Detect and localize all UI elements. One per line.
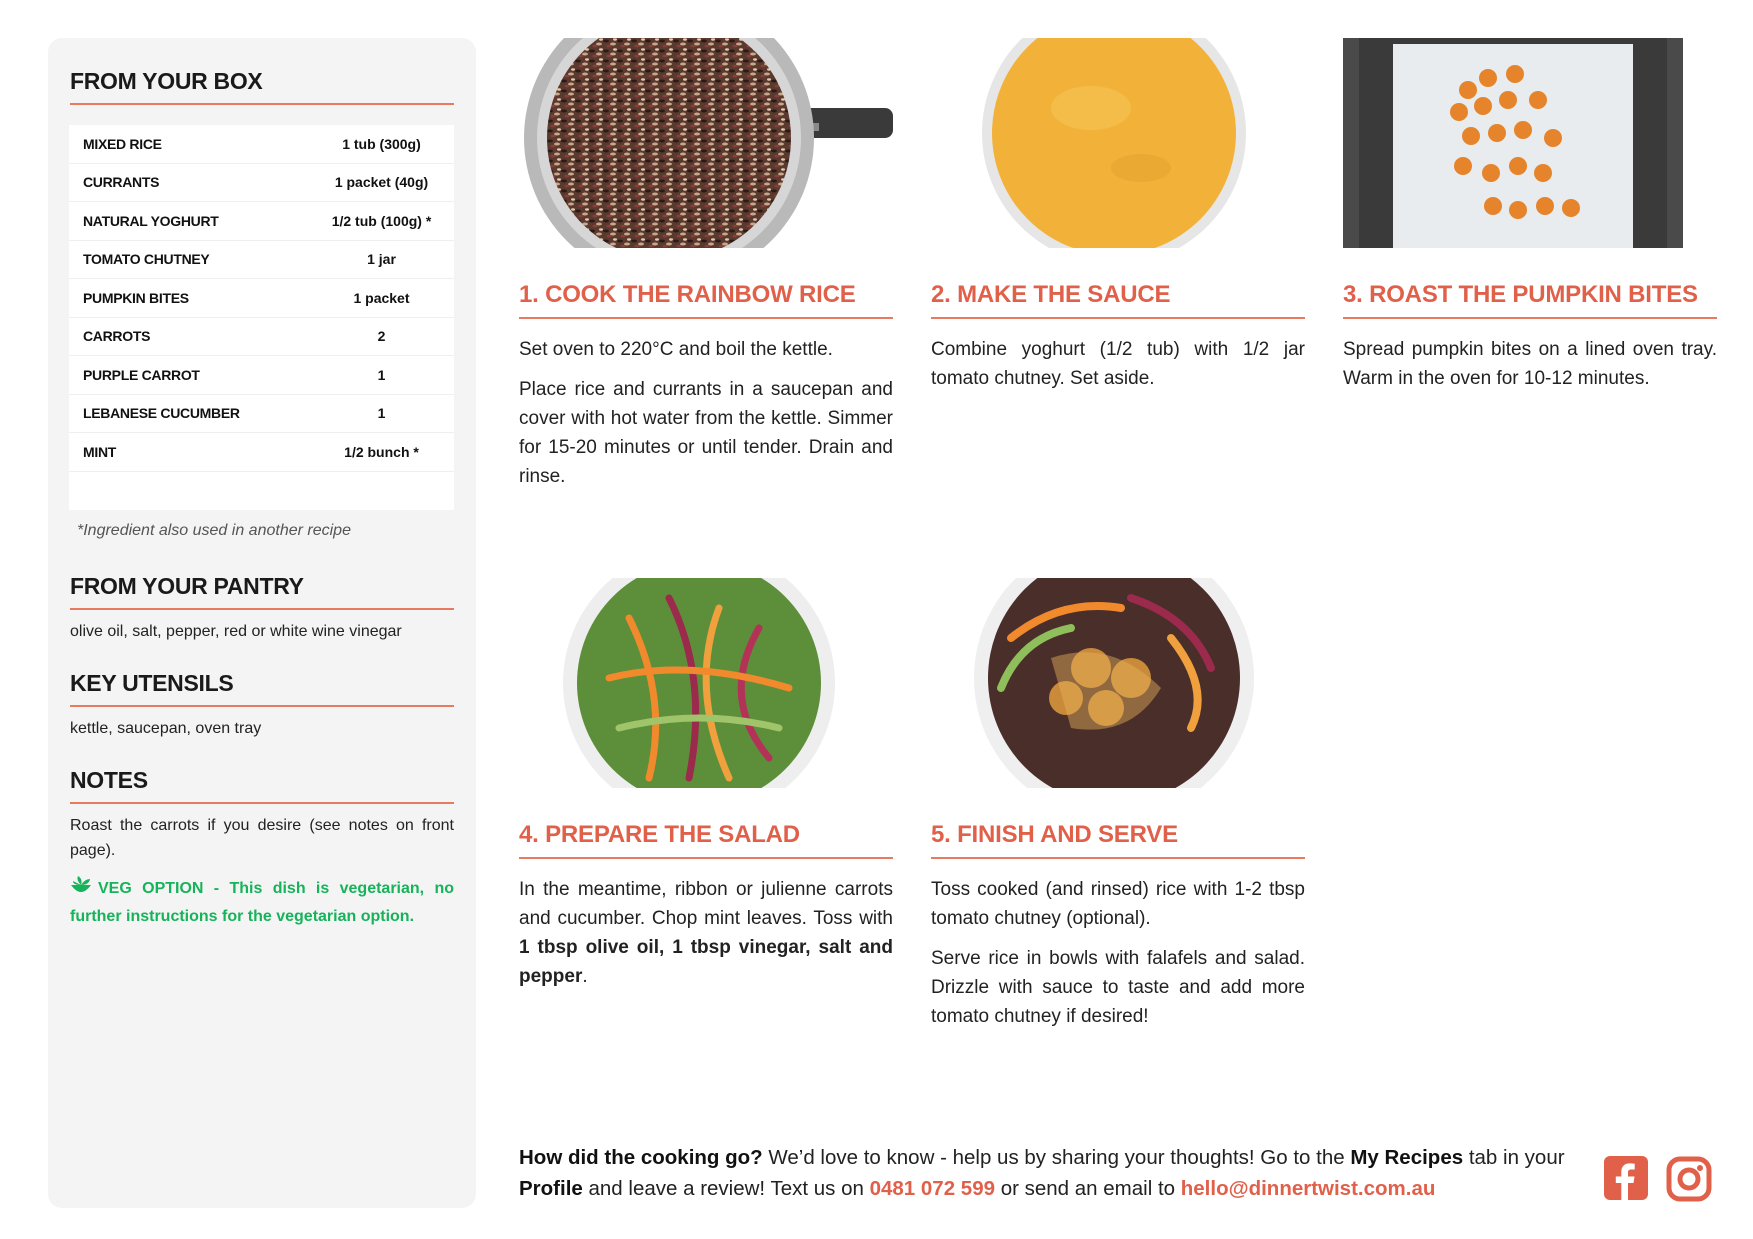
ingredient-name: CARROTS [83, 328, 151, 345]
ingredient-name: CURRANTS [83, 174, 160, 191]
notes-title: NOTES [70, 767, 454, 804]
pantry-title: FROM YOUR PANTRY [70, 573, 454, 610]
ingredient-footnote: *Ingredient also used in another recipe [77, 522, 351, 539]
phone-number[interactable]: 0481 072 599 [869, 1177, 995, 1200]
step-2-title: 2. MAKE THE SAUCE [931, 281, 1305, 319]
step-3-title: 3. ROAST THE PUMPKIN BITES [1343, 281, 1717, 319]
leaf-icon [70, 876, 92, 904]
facebook-icon[interactable] [1604, 1156, 1648, 1205]
table-row [69, 202, 454, 241]
table-row [69, 433, 454, 472]
table-row [69, 125, 454, 164]
ingredient-qty: 1 [377, 366, 386, 383]
table-row [69, 395, 454, 434]
feedback-footer: How did the cooking go? We’d love to know - help us by sharing your thoughts! Go to the My Recipes tab in your Profile and leave a review! Text us on 0481 072 599 or send an email to hello@dinnertwist.com.au [519, 1146, 1565, 1200]
step-1-title: 1. COOK THE RAINBOW RICE [519, 281, 893, 319]
instagram-icon[interactable] [1666, 1156, 1712, 1207]
utensils-text: kettle, saucepan, oven tray [70, 720, 262, 737]
ingredients-table [69, 125, 454, 510]
box-title: FROM YOUR BOX [70, 68, 454, 105]
ingredient-name: PURPLE CARROT [83, 366, 200, 383]
pumpkin-tray-photo [1343, 38, 1717, 248]
step-1-text-2: Place rice and currants in a saucepan and cover with hot water from the kettle. Simmer for 15-20 minutes or until tender. Drain and rinse. [519, 379, 893, 487]
feedback-question: How did the cooking go? [519, 1146, 763, 1169]
utensils-title: KEY UTENSILS [70, 670, 454, 707]
step-5-title: 5. FINISH AND SERVE [931, 821, 1305, 859]
ingredient-qty: 1/2 bunch * [344, 443, 419, 460]
ingredient-name: MINT [83, 443, 117, 460]
email-link[interactable]: hello@dinnertwist.com.au [1180, 1177, 1436, 1200]
pantry-text: olive oil, salt, pepper, red or white wine vinegar [70, 623, 402, 640]
step-5-text-2: Serve rice in bowls with falafels and salad. Drizzle with sauce to taste and add more tomato chutney if desired! [931, 948, 1305, 1027]
ingredient-qty: 2 [377, 328, 386, 345]
ingredient-name: PUMPKIN BITES [83, 289, 189, 306]
sauce-photo [931, 38, 1305, 248]
ingredient-name: TOMATO CHUTNEY [83, 251, 210, 268]
veg-option-note [70, 876, 454, 929]
ingredient-qty: 1 [377, 405, 386, 422]
table-row [69, 241, 454, 280]
rice-photo [519, 38, 893, 248]
ingredient-name: LEBANESE CUCUMBER [83, 405, 240, 422]
step-4 [519, 578, 893, 991]
step-2-text-1: Combine yoghurt (1/2 tub) with 1/2 jar tomato chutney. Set aside. [931, 339, 1305, 389]
salad-photo [519, 578, 893, 788]
ingredient-qty: 1 packet [353, 289, 410, 306]
step-4-title: 4. PREPARE THE SALAD [519, 821, 893, 859]
ingredient-name: MIXED RICE [83, 135, 162, 152]
ingredient-qty: 1 tub (300g) [342, 135, 421, 152]
step-2 [931, 38, 1305, 393]
step-3-text-1: Spread pumpkin bites on a lined oven tray. Warm in the oven for 10-12 minutes. [1343, 339, 1717, 389]
step-4-text-1: In the meantime, ribbon or julienne carrots and cucumber. Chop mint leaves. Toss with 1 tbsp olive oil, 1 tbsp vinegar, salt and pepper. [519, 879, 893, 987]
ingredient-name: NATURAL YOGHURT [83, 212, 219, 229]
step-1 [519, 38, 893, 491]
finished-dish-photo [931, 578, 1305, 788]
veg-option-text: VEG OPTION - This dish is vegetarian, no further instructions for the vegetarian option. [70, 880, 454, 925]
table-row [69, 164, 454, 203]
step-3 [1343, 38, 1717, 393]
ingredient-qty: 1/2 tub (100g) * [331, 212, 432, 229]
table-row [69, 279, 454, 318]
sidebar-panel [48, 38, 476, 1208]
table-row [69, 318, 454, 357]
notes-text: Roast the carrots if you desire (see notes on front page). [70, 817, 454, 859]
step-1-text-1: Set oven to 220°C and boil the kettle. [519, 339, 833, 360]
my-recipes-label: My Recipes [1350, 1146, 1464, 1169]
step-5 [931, 578, 1305, 1031]
table-row [69, 356, 454, 395]
step-5-text-1: Toss cooked (and rinsed) rice with 1-2 tbsp tomato chutney (optional). [931, 879, 1305, 929]
ingredient-qty: 1 packet (40g) [334, 174, 429, 191]
profile-label: Profile [519, 1177, 583, 1200]
ingredient-qty: 1 jar [367, 251, 396, 268]
